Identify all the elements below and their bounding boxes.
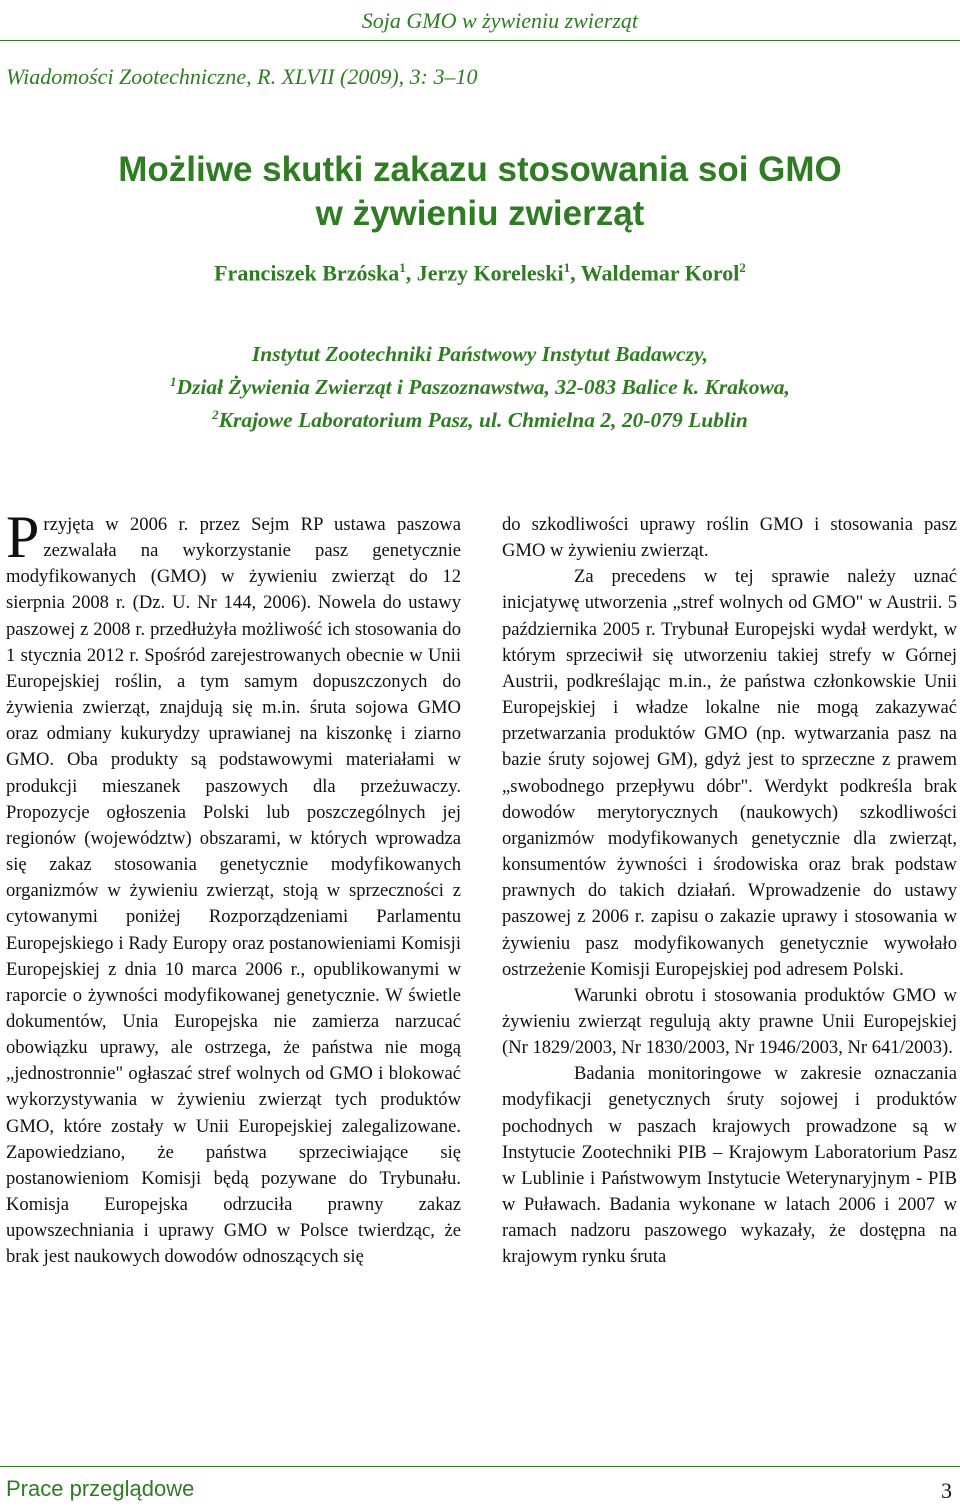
author-name: Jerzy Koreleski [416,260,564,286]
body-column-left [6,504,461,1271]
affiliation-mark: 2 [212,407,219,423]
drop-cap: P [6,504,40,570]
author-list: Franciszek Brzóska$^1$, Jerzy Koreleski$^1$, Waldemar Korol$^2$ [214,260,746,286]
body-paragraph [6,504,461,1271]
body-paragraph: Warunki obrotu i stosowania produktów GMO w żywieniu zwierząt regulują akty prawne Unii Europejskiej (Nr 1829/2003, Nr 1830/2003, Nr 1946/2003, Nr 641/2003). [502,984,957,1059]
header-rule [0,40,960,41]
body-paragraph: Za precedens w tej sprawie należy uznać inicjatywę utworzenia „stref wolnych od GMO" w Austrii. 5 października 2005 r. Trybunał Europejski wydał werdykt, w którym sprzeciwił się utworzeniu takiej strefy w Górnej Austrii, podkreślając m.in., że państwa członkowskie Unii Europejskiej i władze lokalne nie mogą zakazywać przetwarzania produktów GMO (np. wytwarzania pasz na bazie śruty sojowej GM), gdyż jest to sprzeczne z prawem „swobodnego przepływu dóbr". Werdykt podkreśla brak dowodów merytorycznych (naukowych) szkodliwości organizmów modyfikowanych genetycznie dla zwierząt, konsumentów żywności i środowiska oraz brak podstaw prawnych do takich działań. Wprowadzenie do ustawy paszowej z 2006 r. zapisu o zakazie uprawy i stosowania w żywieniu pasz modyfikowanych genetycznie wywołało ostrzeżenie Komisji Europejskiej pod adresem Polski. [502,566,957,980]
affiliation-text: Dział Żywienia Zwierząt i Paszoznawstwa, 32-083 Balice k. Krakowa, [176,375,790,400]
author-affiliation-mark: 1 [563,260,571,275]
article-title-line-1: Możliwe skutki zakazu stosowania soi GMO [118,150,842,189]
affiliation-line: Instytut Zootechniki Państwowy Instytut Badawczy, [251,342,709,366]
author-affiliation-mark: 1 [399,260,406,275]
journal-citation: Wiadomości Zootechniczne, R. XLVII (2009), 3: 3–10 [6,64,478,89]
body-column-right [502,512,957,1271]
running-head: Soja GMO w żywieniu zwierząt [361,8,638,33]
article-title-line-2: w żywieniu zwierząt [315,194,645,233]
body-paragraph: do szkodliwości uprawy roślin GMO i stosowania pasz GMO w żywieniu zwierząt. [502,514,957,562]
paragraph-text: rzyjęta w 2006 r. przez Sejm RP ustawa paszowa zezwalała na wykorzystanie pasz genetycznie modyfikowanych (GMO) w żywieniu zwierząt do 12 sierpnia 2008 r. (Dz. U. Nr 144, 2006). Nowela do ustawy paszowej z 2008 r. przedłużyła możliwość ich stosowania do 1 stycznia 2012 r. Spośród zarejestrowanych obecnie w Unii Europejskiej roślin, a tym samym dopuszczonych do żywienia zwierząt, znajdują się m.in. śruta sojowa GMO oraz odmiany kukurydzy uprawianej na kiszonkę i ziarno GMO. Oba produkty są podstawowymi materiałami w produkcji mieszanek paszowych dla przeżuwaczy. Propozycje ogłoszenia Polski lub poszczególnych jej regionów (województw) obszarami, w których wprowadza się zakaz stosowania genetycznie modyfikowanych organizmów w żywieniu zwierząt, stoją w sprzeczności z cytowanymi poniżej Rozporządzeniami Parlamentu Europejskiego i Rady Europy oraz postanowieniami Komisji Europejskiej z dnia 10 marca 2006 r., opublikowanymi w raporcie o żywności modyfikowanej genetycznie. W świetle dokumentów, Unia Europejska nie zamierza narzucać obowiązku uprawy, ale ostrzega, że państwa nie mogą „jednostronnie" ogłaszać stref wolnych od GMO i blokować wykorzystywania w żywieniu zwierząt tych produktów GMO, które zostały w Unii Europejskiej zalegalizowane. Zapowiedziano, że państwa sprzeciwiające się postanowieniom Komisji będą pozywane do Trybunału. Komisja Europejska odrzuciła prawny zakaz upowszechniania i uprawy GMO w Polsce twierdząc, że brak jest naukowych dowodów odnoszących się [6,514,461,1268]
affiliation-text: Krajowe Laboratorium Pasz, ul. Chmielna 2, 20-079 Lublin [218,408,748,433]
affiliations [0,340,960,434]
affiliation-line [0,368,960,401]
affiliation-mark: 1 [170,374,177,389]
article-title [0,148,960,236]
page-number: 3 [941,1478,952,1503]
affiliation-line [0,401,960,434]
body-paragraph: Badania monitoringowe w zakresie oznaczania modyfikacji genetycznych śruty sojowej i produktów pochodnych w paszach krajowych prowadzone są w Instytucie Zootechniki PIB – Krajowym Laboratorium Pasz w Lublinie i Państwowym Instytucie Weterynaryjnym - PIB w Puławach. Badania wykonane w latach 2006 i 2007 w ramach nadzoru paszowego wykazały, że dostępna na krajowym rynku śruta [502,1063,957,1268]
section-label: Prace przeglądowe [6,1476,195,1501]
author-name: Franciszek Brzóska [214,260,400,286]
author-name: Waldemar Korol [580,260,740,286]
footer-rule [0,1466,960,1467]
author-affiliation-mark: 2 [739,260,746,275]
